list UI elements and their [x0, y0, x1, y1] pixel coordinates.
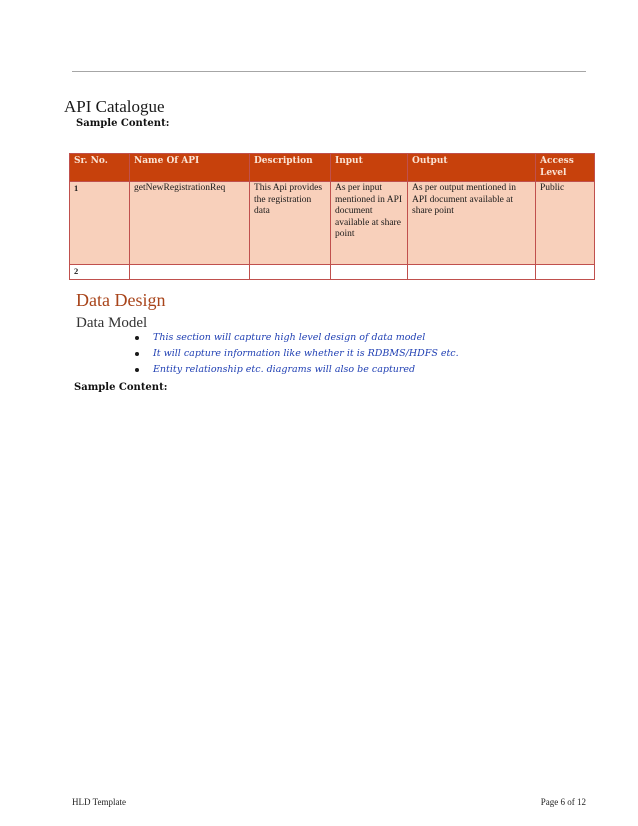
cell-access-level	[536, 265, 595, 280]
cell-input	[331, 265, 408, 280]
bullet-icon	[135, 336, 139, 340]
data-model-heading: Data Model	[76, 315, 148, 331]
table-row	[70, 265, 595, 280]
cell-output	[408, 265, 536, 280]
data-model-bullet-list	[135, 330, 459, 378]
header-output: Output	[408, 154, 536, 182]
header-rule	[72, 71, 586, 72]
cell-output: As per output mentioned in API document available at share point	[408, 182, 536, 265]
footer-template-name: HLD Template	[72, 797, 126, 807]
bullet-icon	[135, 352, 139, 356]
bullet-text: Entity relationship etc. diagrams will also be captured	[153, 364, 416, 375]
table-row	[70, 182, 595, 265]
bullet-text: It will capture information like whether it is RDBMS/HDFS etc.	[153, 348, 459, 359]
header-description: Description	[250, 154, 331, 182]
cell-name-of-api	[130, 265, 250, 280]
list-item	[135, 330, 459, 346]
data-design-heading: Data Design	[76, 290, 166, 310]
api-catalogue-table	[69, 153, 595, 280]
cell-input: As per input mentioned in API document available at share point	[331, 182, 408, 265]
cell-name-of-api: getNewRegistrationReq	[130, 182, 250, 265]
cell-description: This Api provides the registration data	[250, 182, 331, 265]
cell-description	[250, 265, 331, 280]
header-name-of-api: Name Of API	[130, 154, 250, 182]
bullet-icon	[135, 368, 139, 372]
header-access-level: Access Level	[536, 154, 595, 182]
list-item	[135, 346, 459, 362]
cell-access-level: Public	[536, 182, 595, 265]
cell-sr-no: 2	[70, 265, 130, 280]
sample-content-label: Sample Content:	[76, 118, 170, 129]
header-sr-no: Sr. No.	[70, 154, 130, 182]
sample-content-label-2: Sample Content:	[74, 382, 168, 393]
list-item	[135, 362, 459, 378]
bullet-text: This section will capture high level design of data model	[153, 332, 426, 343]
table-header-row	[70, 154, 595, 182]
header-input: Input	[331, 154, 408, 182]
footer-page-number: Page 6 of 12	[540, 797, 586, 807]
api-catalogue-heading: API Catalogue	[64, 97, 165, 116]
cell-sr-no: 1	[70, 182, 130, 265]
